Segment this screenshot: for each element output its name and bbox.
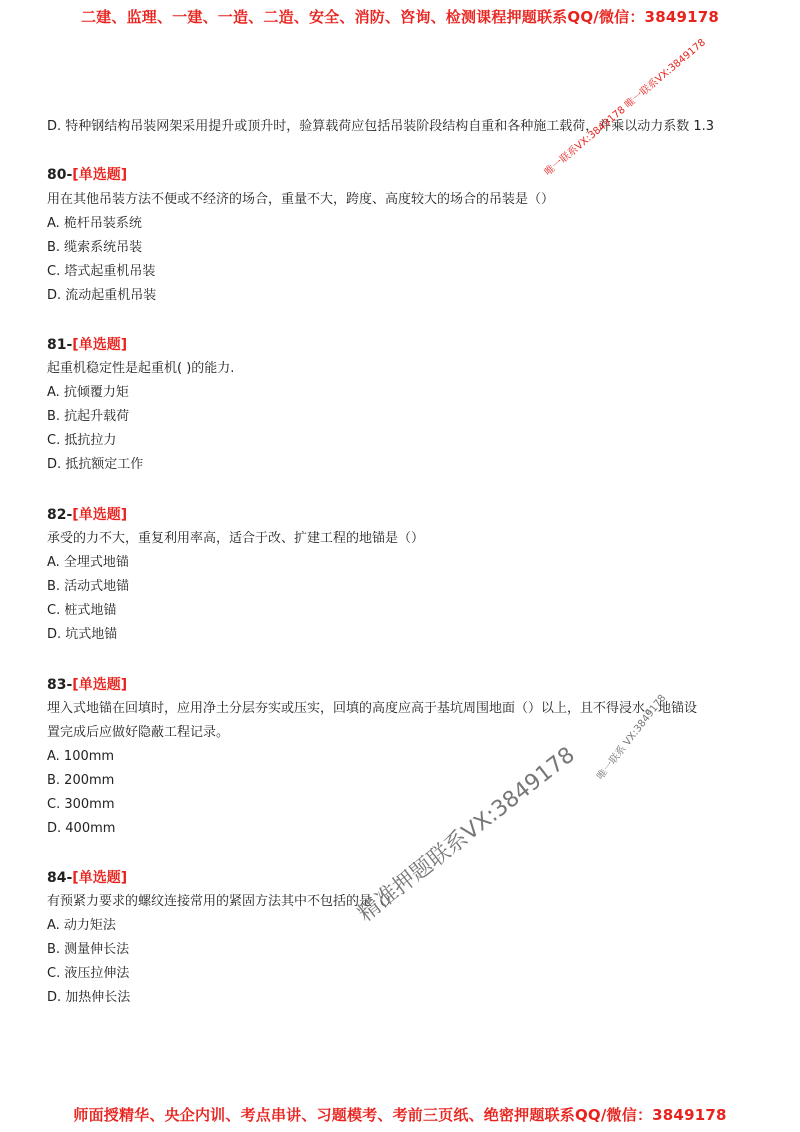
question-number: 82- [47, 507, 73, 523]
question-80-header [47, 166, 127, 184]
question-83-option-d: D. 400mm [47, 821, 116, 836]
question-81-option-c: C. 抵抗拉力 [47, 433, 117, 448]
small-watermark: 唯一联系 VX:3849178 [595, 692, 669, 783]
question-type-badge: [单选题] [72, 167, 128, 183]
question-83-header [47, 676, 127, 694]
question-83-stem-line-2: 置完成后应做好隐蔽工程记录。 [47, 725, 230, 740]
question-84-header [47, 869, 127, 887]
question-number: 81- [47, 337, 73, 353]
question-number: 80- [47, 167, 73, 183]
question-type-badge: [单选题] [72, 507, 128, 523]
footer-banner: 师面授精华、央企内训、考点串讲、习题模考、考前三页纸、绝密押题联系QQ/微信：3849178 [73, 1106, 727, 1124]
question-84-option-c: C. 液压拉伸法 [47, 966, 130, 981]
question-80-stem: 用在其他吊装方法不便或不经济的场合，重量不大，跨度、高度较大的场合的吊装是（） [47, 192, 555, 207]
question-80-option-c: C. 塔式起重机吊装 [47, 264, 156, 279]
question-83-stem-line-1: 埋入式地锚在回填时，应用净土分层夯实或压实，回填的高度应高于基坑周围地面（）以上，且不得浸水。地锚设 [47, 701, 698, 716]
question-81-option-d: D. 抵抗额定工作 [47, 457, 144, 472]
question-82-header [47, 506, 127, 524]
question-81-header [47, 336, 127, 354]
corner-watermark: 唯一联系VX:3849178 唯一联系VX:3849178 [542, 37, 708, 179]
large-watermark: 精准押题联系VX:3849178 [353, 742, 580, 927]
question-80-option-a: A. 桅杆吊装系统 [47, 216, 142, 231]
question-83-option-c: C. 300mm [47, 797, 115, 812]
question-type-badge: [单选题] [72, 337, 128, 353]
question-83-option-b: B. 200mm [47, 773, 115, 788]
question-81-option-a: A. 抗倾覆力矩 [47, 385, 129, 400]
question-81-stem: 起重机稳定性是起重机( )的能力. [47, 361, 235, 376]
question-type-badge: [单选题] [72, 677, 128, 693]
question-type-badge: [单选题] [72, 870, 128, 886]
question-84-stem: 有预紧力要求的螺纹连接常用的紧固方法其中不包括的是（） [47, 894, 399, 909]
question-82-option-c: C. 桩式地锚 [47, 603, 117, 618]
question-83-option-a: A. 100mm [47, 749, 115, 764]
question-84-option-d: D. 加热伸长法 [47, 990, 131, 1005]
question-82-option-a: A. 全埋式地锚 [47, 555, 129, 570]
header-banner: 二建、监理、一建、一造、二造、安全、消防、咨询、检测课程押题联系QQ/微信：3849178 [80, 8, 720, 26]
question-82-option-b: B. 活动式地锚 [47, 579, 130, 594]
question-84-option-a: A. 动力矩法 [47, 918, 116, 933]
question-80-option-b: B. 缆索系统吊装 [47, 240, 143, 255]
question-82-stem: 承受的力不大，重复利用率高，适合于改、扩建工程的地锚是（） [47, 531, 425, 546]
question-number: 84- [47, 870, 73, 886]
question-81-option-b: B. 抗起升载荷 [47, 409, 130, 424]
previous-question-option-d: D. 特种钢结构吊装网架采用提升或顶升时，验算载荷应包括吊装阶段结构自重和各种施工载荷，并乘以动力系数 1.3 [47, 119, 715, 134]
question-84-option-b: B. 测量伸长法 [47, 942, 130, 957]
question-number: 83- [47, 677, 73, 693]
question-82-option-d: D. 坑式地锚 [47, 627, 118, 642]
question-80-option-d: D. 流动起重机吊装 [47, 288, 157, 303]
